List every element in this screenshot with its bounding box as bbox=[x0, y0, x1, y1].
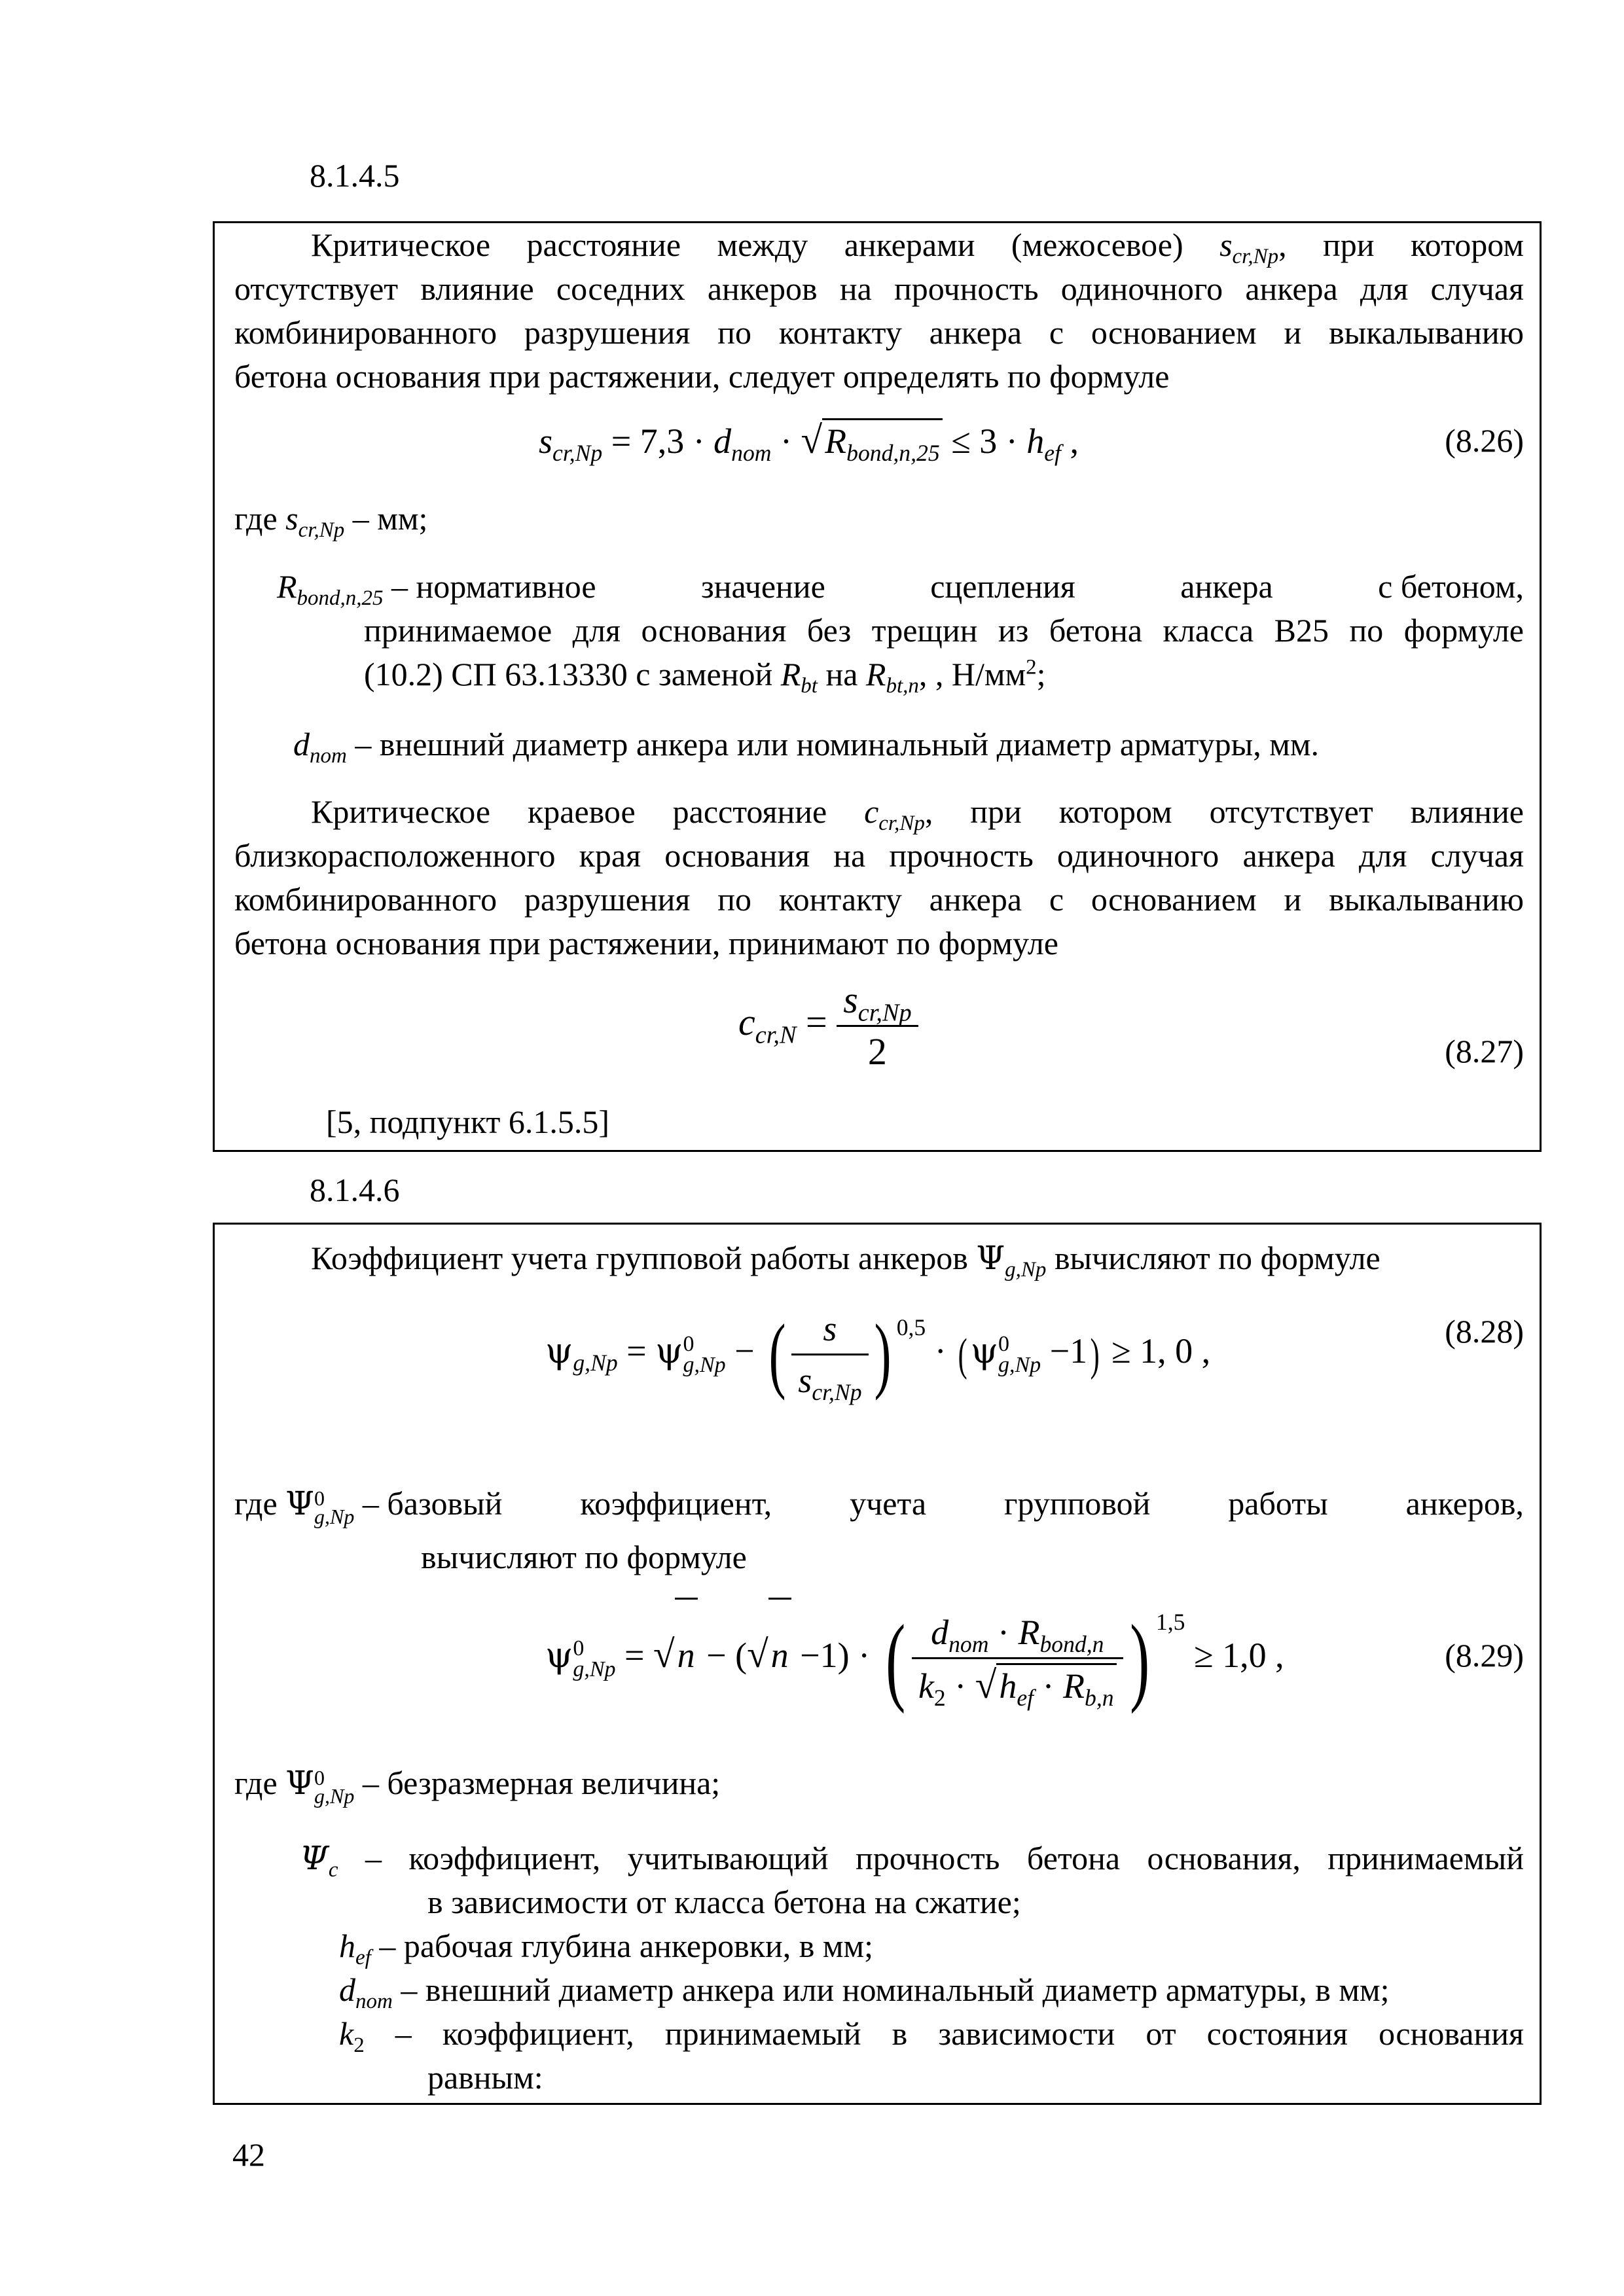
fraction-8-29: $\frac{d_{nom} \cdot R_{bond,n}}{k_2 \cdot √h_{ef} \cdot R_{b,n}}$ bbox=[912, 1611, 1123, 1707]
equation-number-8-26: (8.26) bbox=[1445, 422, 1524, 459]
dnom2-definition: $d_{nom}$ – внешний диаметр анкера или номинальный диаметр арматуры, в мм; bbox=[339, 1971, 1390, 2013]
requirement-box-2 bbox=[213, 1223, 1542, 2105]
formula-8-29: ψ 0 g,Np = √n − (√n −1) · ( $\frac{d_{nom} \cdot R_{bond,n}}{k_2 \cdot √h_{ef} \cdot R_{b,n}}$ ) $^{1,5}$ ≥ 1,0 , bbox=[545, 1598, 1284, 1715]
k2-definition-line-2: равным: bbox=[427, 2059, 543, 2096]
formula-8-27: $c_{cr,N}$ = $\frac{s_{cr,Np}}{2}$ bbox=[738, 979, 918, 1073]
fraction-8-28: $\frac{s}{s_{cr,Np}}$ bbox=[791, 1308, 868, 1401]
edge-line-3: комбинированного разрушения по контакту анкера с основанием и выкалыванию bbox=[234, 881, 1524, 918]
edge-line-1: Критическое краевое расстояние $c_{cr,Np}$, при котором отсутствует влияние bbox=[311, 790, 1524, 834]
where-scr: где $s_{cr,Np}$ – мм; bbox=[234, 500, 428, 542]
rbond-line-1: $R_{bond,n,25}$ – нормативное значение сцепления анкера с бетоном, bbox=[277, 568, 1524, 610]
section-number-8-1-4-5: 8.1.4.5 bbox=[310, 157, 400, 194]
formula-8-26: $s_{cr,Np} = 7,3 \cdot d_{nom} \cdot √R_{bond,n,25} \le 3 \cdot h_{ef}$ , bbox=[539, 418, 1079, 466]
equation-number-8-29: (8.29) bbox=[1445, 1637, 1524, 1674]
intro-line-1: Критическое расстояние между анкерами (межосевое) $s_{cr,Np}$, при котором bbox=[311, 223, 1524, 267]
rbond-line-3: (10.2) СП 63.13330 с заменой $R_{bt}$ на $R_{bt,n}$, , $Н/мм^2$; bbox=[364, 655, 1046, 698]
intro-line-4: бетона основания при растяжении, следует определять по формуле bbox=[234, 358, 1170, 395]
edge-line-4: бетона основания при растяжении, принимают по формуле bbox=[234, 925, 1058, 961]
psic-definition-line-1: $\Psi_c$ – коэффициент, учитывающий прочность бетона основания, принимаемый bbox=[300, 1839, 1524, 1882]
intro-line-3: комбинированного разрушения по контакту анкера с основанием и выкалыванию bbox=[234, 314, 1524, 351]
ccr-symbol: $c_{cr,Np}$, bbox=[864, 793, 933, 835]
formula-8-28: $\psi_{g,Np} = \psi$ 0 g,Np − ( $\frac{s}{s_{cr,Np}}$ ) $^{0,5}$ · (ψ 0 g,Np −1) ≥ 1, 0 , bbox=[545, 1307, 1211, 1405]
rbond-line-2: принимаемое для основания без трещин из бетона класса В25 по формуле bbox=[364, 612, 1524, 649]
fraction-8-27: $\frac{s_{cr,Np}}{2}$ bbox=[837, 979, 918, 1073]
group-intro: Коэффициент учета групповой работы анкеров $\Psi_{g,Np}$ вычисляют по формуле bbox=[311, 1239, 1380, 1282]
dnom-definition: $d_{nom}$ – внешний диаметр анкера или номинальный диаметр арматуры, мм. bbox=[293, 726, 1320, 768]
reference-note: [5, подпункт 6.1.5.5] bbox=[326, 1103, 610, 1140]
k2-definition-line-1: $k_2$ – коэффициент, принимаемый в зависимости от состояния основания bbox=[339, 2015, 1524, 2057]
psi0-dimensionless: где Ψ 0 g,Np – безразмерная величина; bbox=[234, 1764, 721, 1808]
scr-symbol: $s_{cr,Np}$, bbox=[1219, 226, 1287, 268]
page-number: 42 bbox=[232, 2136, 265, 2173]
requirement-box-1 bbox=[213, 221, 1542, 1152]
psic-definition-line-2: в зависимости от класса бетона на сжатие; bbox=[427, 1884, 1021, 1920]
psi0-definition-line-2: вычисляют по формуле bbox=[421, 1539, 747, 1575]
psi0-definition-line-1: где Ψ 0 g,Np – базовый коэффициент, учета групповой работы анкеров, bbox=[234, 1484, 1524, 1528]
equation-number-8-27: (8.27) bbox=[1445, 1033, 1524, 1069]
section-number-8-1-4-6: 8.1.4.6 bbox=[310, 1172, 400, 1208]
hef-definition: $h_{ef}$ – рабочая глубина анкеровки, в мм; bbox=[339, 1928, 874, 1969]
edge-line-2: близкорасположенного края основания на прочность одиночного анкера для случая bbox=[234, 837, 1524, 874]
equation-number-8-28: (8.28) bbox=[1445, 1313, 1524, 1350]
intro-line-2: отсутствует влияние соседних анкеров на прочность одиночного анкера для случая bbox=[234, 270, 1524, 307]
